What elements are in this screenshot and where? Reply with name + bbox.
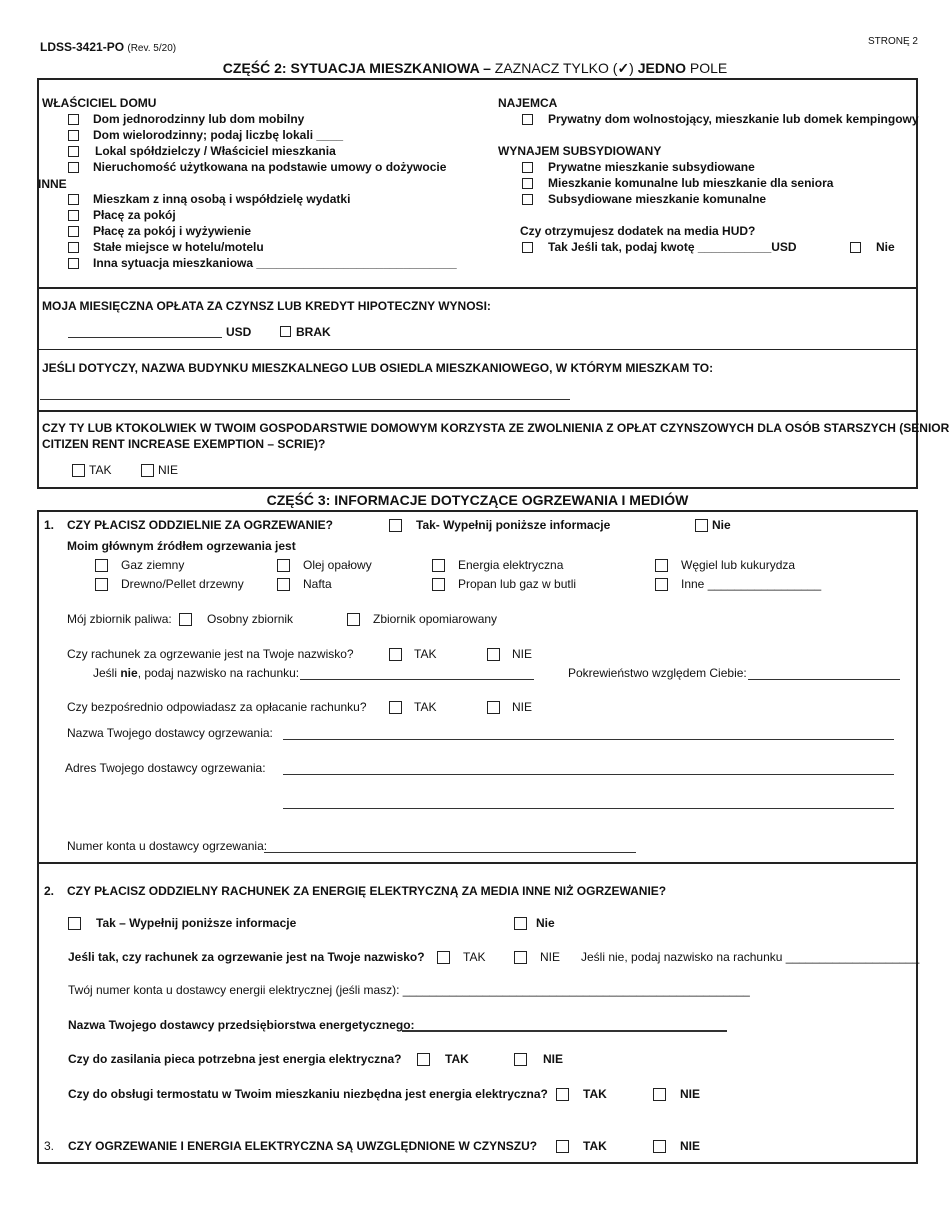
heat-source-gas: Gaz ziemny [121, 558, 185, 572]
direct-pay-yes-checkbox[interactable] [389, 701, 402, 714]
frame-part3-right [916, 510, 918, 1164]
heat-source-checkbox-coal[interactable] [655, 559, 668, 572]
direct-pay-yes-label: TAK [414, 700, 437, 714]
hud-yes-checkbox[interactable] [522, 242, 533, 253]
q1-no-checkbox[interactable] [695, 519, 708, 532]
frame-left [37, 78, 39, 488]
q2-yes-label: Tak – Wypełnij poniższe informacje [96, 916, 297, 930]
heat-source-heading: Moim głównym źródłem ogrzewania jest [67, 539, 296, 553]
subsidized-option-2: Subsydiowane mieszkanie komunalne [548, 192, 767, 206]
heat-source-kerosene: Nafta [303, 577, 332, 591]
provider-address-field-2[interactable] [283, 808, 894, 809]
rent-heading: MOJA MIESIĘCZNA OPŁATA ZA CZYNSZ LUB KREDYT HIPOTECZNY WYNOSI: [42, 299, 491, 313]
subsidized-option-0: Prywatne mieszkanie subsydiowane [548, 160, 755, 174]
frame-part3-top [37, 510, 918, 512]
owner-checkbox-2[interactable] [68, 146, 79, 157]
bill-name-question: Czy rachunek za ogrzewanie jest na Twoje nazwisko? [67, 647, 354, 661]
heat-source-checkbox-other[interactable] [655, 578, 668, 591]
q2-furnace-no-checkbox[interactable] [514, 1053, 527, 1066]
q1-text: CZY PŁACISZ ODDZIELNIE ZA OGRZEWANIE? [67, 518, 334, 532]
q3-number: 3. [44, 1139, 55, 1153]
other-option-3: Stałe miejsce w hotelu/motelu [93, 240, 264, 254]
q2-thermostat-question: Czy do obsługi termostatu w Twoim mieszkaniu niezbędna jest energia elektryczna? [68, 1087, 548, 1101]
other-checkbox-1[interactable] [68, 210, 79, 221]
other-option-1: Płacę za pokój [93, 208, 176, 222]
heat-source-checkbox-electric[interactable] [432, 559, 445, 572]
heat-source-propane: Propan lub gaz w butli [458, 577, 577, 591]
owner-checkbox-3[interactable] [68, 162, 79, 173]
page-label: STRONĘ 2 [867, 36, 918, 47]
heat-source-oil: Olej opałowy [303, 558, 372, 572]
frame-top [37, 78, 918, 80]
other-checkbox-0[interactable] [68, 194, 79, 205]
hud-no-label: Nie [876, 240, 895, 254]
hud-question: Czy otrzymujesz dodatek na media HUD? [520, 224, 756, 238]
subsidized-checkbox-0[interactable] [522, 162, 533, 173]
q2-name-question: Jeśli tak, czy rachunek za ogrzewanie jest na Twoje nazwisko? [68, 950, 425, 964]
tank-separate-checkbox[interactable] [179, 613, 192, 626]
q3-no-label: NIE [680, 1139, 701, 1153]
heat-source-other: Inne _________________ [681, 577, 822, 591]
owner-checkbox-0[interactable] [68, 114, 79, 125]
frame-part3-bottom [37, 1162, 918, 1164]
q2-furnace-yes-label: TAK [445, 1052, 469, 1066]
q2-name-no-label: NIE [540, 950, 561, 964]
q2-account-label: Twój numer konta u dostawcy energii elektrycznej (jeśli masz): ____________________________________________________ [68, 983, 750, 997]
tenant-checkbox-0[interactable] [522, 114, 533, 125]
q2-furnace-yes-checkbox[interactable] [417, 1053, 430, 1066]
scrie-yes-label: TAK [89, 463, 112, 477]
other-checkbox-3[interactable] [68, 242, 79, 253]
heat-source-checkbox-gas[interactable] [95, 559, 108, 572]
direct-pay-no-checkbox[interactable] [487, 701, 500, 714]
subsidized-heading: WYNAJEM SUBSYDIOWANY [498, 144, 662, 158]
q2-no-checkbox[interactable] [514, 917, 527, 930]
subsidized-checkbox-1[interactable] [522, 178, 533, 189]
heat-source-wood: Drewno/Pellet drzewny [121, 577, 244, 591]
owner-option-0: Dom jednorodzinny lub dom mobilny [93, 112, 305, 126]
tenant-option-0: Prywatny dom wolnostojący, mieszkanie lub domek kempingowy [548, 112, 919, 126]
other-checkbox-4[interactable] [68, 258, 79, 269]
scrie-question-line2: CITIZEN RENT INCREASE EXEMPTION – SCRIE)? [42, 437, 326, 451]
q2-thermostat-no-label: NIE [680, 1087, 701, 1101]
provider-address-label: Adres Twojego dostawcy ogrzewania: [65, 761, 266, 775]
part3-title: CZĘŚĆ 3: INFORMACJE DOTYCZĄCE OGRZEWANIA I MEDIÓW [266, 492, 689, 508]
q2-thermostat-no-checkbox[interactable] [653, 1088, 666, 1101]
form-id: LDSS-3421-PO (Rev. 5/20) [40, 40, 177, 54]
if-no-name-label: Jeśli nie, podaj nazwisko na rachunku: [93, 666, 300, 680]
q2-number: 2. [44, 884, 55, 898]
q2-name-no-checkbox[interactable] [514, 951, 527, 964]
q1-yes-label: Tak- Wypełnij poniższe informacje [416, 518, 611, 532]
q2-no-label: Nie [536, 916, 555, 930]
scrie-yes-checkbox[interactable] [72, 464, 85, 477]
provider-name-field[interactable] [283, 739, 894, 740]
bill-name-no-checkbox[interactable] [487, 648, 500, 661]
owner-option-1: Dom wielorodzinny; podaj liczbę lokali ____ [93, 128, 344, 142]
q1-number: 1. [44, 518, 55, 532]
scrie-no-checkbox[interactable] [141, 464, 154, 477]
q3-no-checkbox[interactable] [653, 1140, 666, 1153]
hud-no-checkbox[interactable] [850, 242, 861, 253]
tank-metered-checkbox[interactable] [347, 613, 360, 626]
rent-amount-field[interactable] [68, 337, 222, 338]
bill-name-field[interactable] [300, 679, 534, 680]
divider-rent [37, 287, 918, 289]
q2-if-no-label: Jeśli nie, podaj nazwisko na rachunku ____________________ [581, 950, 920, 964]
q2-provider-field[interactable] [402, 1030, 727, 1032]
heat-source-checkbox-kerosene[interactable] [277, 578, 290, 591]
heat-source-coal: Węgiel lub kukurydza [681, 558, 796, 572]
owner-option-3: Nieruchomość użytkowana na podstawie umowy o dożywocie [93, 160, 447, 174]
frame-part3-left [37, 510, 39, 1164]
relation-label: Pokrewieństwo względem Ciebie: [568, 666, 747, 680]
heat-source-checkbox-wood[interactable] [95, 578, 108, 591]
divider-building [37, 349, 918, 350]
provider-address-field-1[interactable] [283, 774, 894, 775]
scrie-question-line1: CZY TY LUB KTOKOLWIEK W TWOIM GOSPODARSTWIE DOMOWYM KORZYSTA ZE ZWOLNIENIA Z OPŁAT CZYNSZOWYCH DLA OSÓB STARSZYCH (SENIOR [42, 421, 950, 435]
other-option-0: Mieszkam z inną osobą i współdzielę wydatki [93, 192, 351, 206]
q1-yes-checkbox[interactable] [389, 519, 402, 532]
subsidized-checkbox-2[interactable] [522, 194, 533, 205]
rent-none-checkbox[interactable] [280, 326, 291, 337]
q3-yes-checkbox[interactable] [556, 1140, 569, 1153]
heat-source-checkbox-propane[interactable] [432, 578, 445, 591]
q2-thermostat-yes-checkbox[interactable] [556, 1088, 569, 1101]
heat-source-checkbox-oil[interactable] [277, 559, 290, 572]
bill-name-yes-label: TAK [414, 647, 437, 661]
rent-usd-label: USD [226, 325, 252, 339]
other-heading: INNE [38, 177, 67, 191]
q2-furnace-no-label: NIE [543, 1052, 564, 1066]
tenant-heading: NAJEMCA [498, 96, 558, 110]
form-revision: (Rev. 5/20) [127, 43, 177, 54]
relation-field[interactable] [748, 679, 900, 680]
tank-label: Mój zbiornik paliwa: [67, 612, 172, 626]
q2-provider-label: Nazwa Twojego dostawcy przedsiębiorstwa energetycznego: [68, 1018, 415, 1032]
q3-yes-label: TAK [583, 1139, 607, 1153]
bill-name-no-label: NIE [512, 647, 533, 661]
building-heading: JEŚLI DOTYCZY, NAZWA BUDYNKU MIESZKALNEGO LUB OSIEDLA MIESZKANIOWEGO, W KTÓRYM MIESZKAM TO: [42, 361, 714, 375]
q2-name-yes-label: TAK [463, 950, 486, 964]
frame-part2-bottom [37, 487, 918, 489]
tank-separate-label: Osobny zbiornik [207, 612, 294, 626]
provider-name-label: Nazwa Twojego dostawcy ogrzewania: [67, 726, 273, 740]
q3-text: CZY OGRZEWANIE I ENERGIA ELEKTRYCZNA SĄ UWZGLĘDNIONE W CZYNSZU? [68, 1139, 538, 1153]
q2-furnace-question: Czy do zasilania pieca potrzebna jest energia elektryczna? [68, 1052, 402, 1066]
provider-account-field[interactable] [264, 852, 636, 853]
other-option-2: Płacę za pokój i wyżywienie [93, 224, 252, 238]
other-option-4: Inna sytuacja mieszkaniowa ______________________________ [93, 256, 457, 270]
heat-source-electric: Energia elektryczna [458, 558, 564, 572]
q1-no-label: Nie [712, 518, 731, 532]
owner-heading: WŁAŚCICIEL DOMU [42, 96, 157, 110]
divider-scrie [37, 410, 918, 412]
q2-name-yes-checkbox[interactable] [437, 951, 450, 964]
other-checkbox-2[interactable] [68, 226, 79, 237]
q2-thermostat-yes-label: TAK [583, 1087, 607, 1101]
owner-option-2: Lokal spółdzielczy / Właściciel mieszkania [95, 144, 336, 158]
part2-title: CZĘŚĆ 2: SYTUACJA MIESZKANIOWA – ZAZNACZ TYLKO (✓) JEDNO POLE [222, 60, 728, 76]
hud-yes-label: Tak Jeśli tak, podaj kwotę ___________USD [548, 240, 797, 254]
bill-name-yes-checkbox[interactable] [389, 648, 402, 661]
building-name-field[interactable] [40, 399, 570, 400]
provider-account-label: Numer konta u dostawcy ogrzewania: [67, 839, 268, 853]
owner-checkbox-1[interactable] [68, 130, 79, 141]
tank-metered-label: Zbiornik opomiarowany [373, 612, 498, 626]
divider-q2 [37, 862, 918, 864]
q2-text: CZY PŁACISZ ODDZIELNY RACHUNEK ZA ENERGIĘ ELEKTRYCZNĄ ZA MEDIA INNE NIŻ OGRZEWANIE? [67, 884, 667, 898]
subsidized-option-1: Mieszkanie komunalne lub mieszkanie dla seniora [548, 176, 834, 190]
scrie-no-label: NIE [158, 463, 179, 477]
direct-pay-question: Czy bezpośrednio odpowiadasz za opłacanie rachunku? [67, 700, 367, 714]
direct-pay-no-label: NIE [512, 700, 533, 714]
q2-yes-checkbox[interactable] [68, 917, 81, 930]
rent-none-label: BRAK [296, 325, 331, 339]
